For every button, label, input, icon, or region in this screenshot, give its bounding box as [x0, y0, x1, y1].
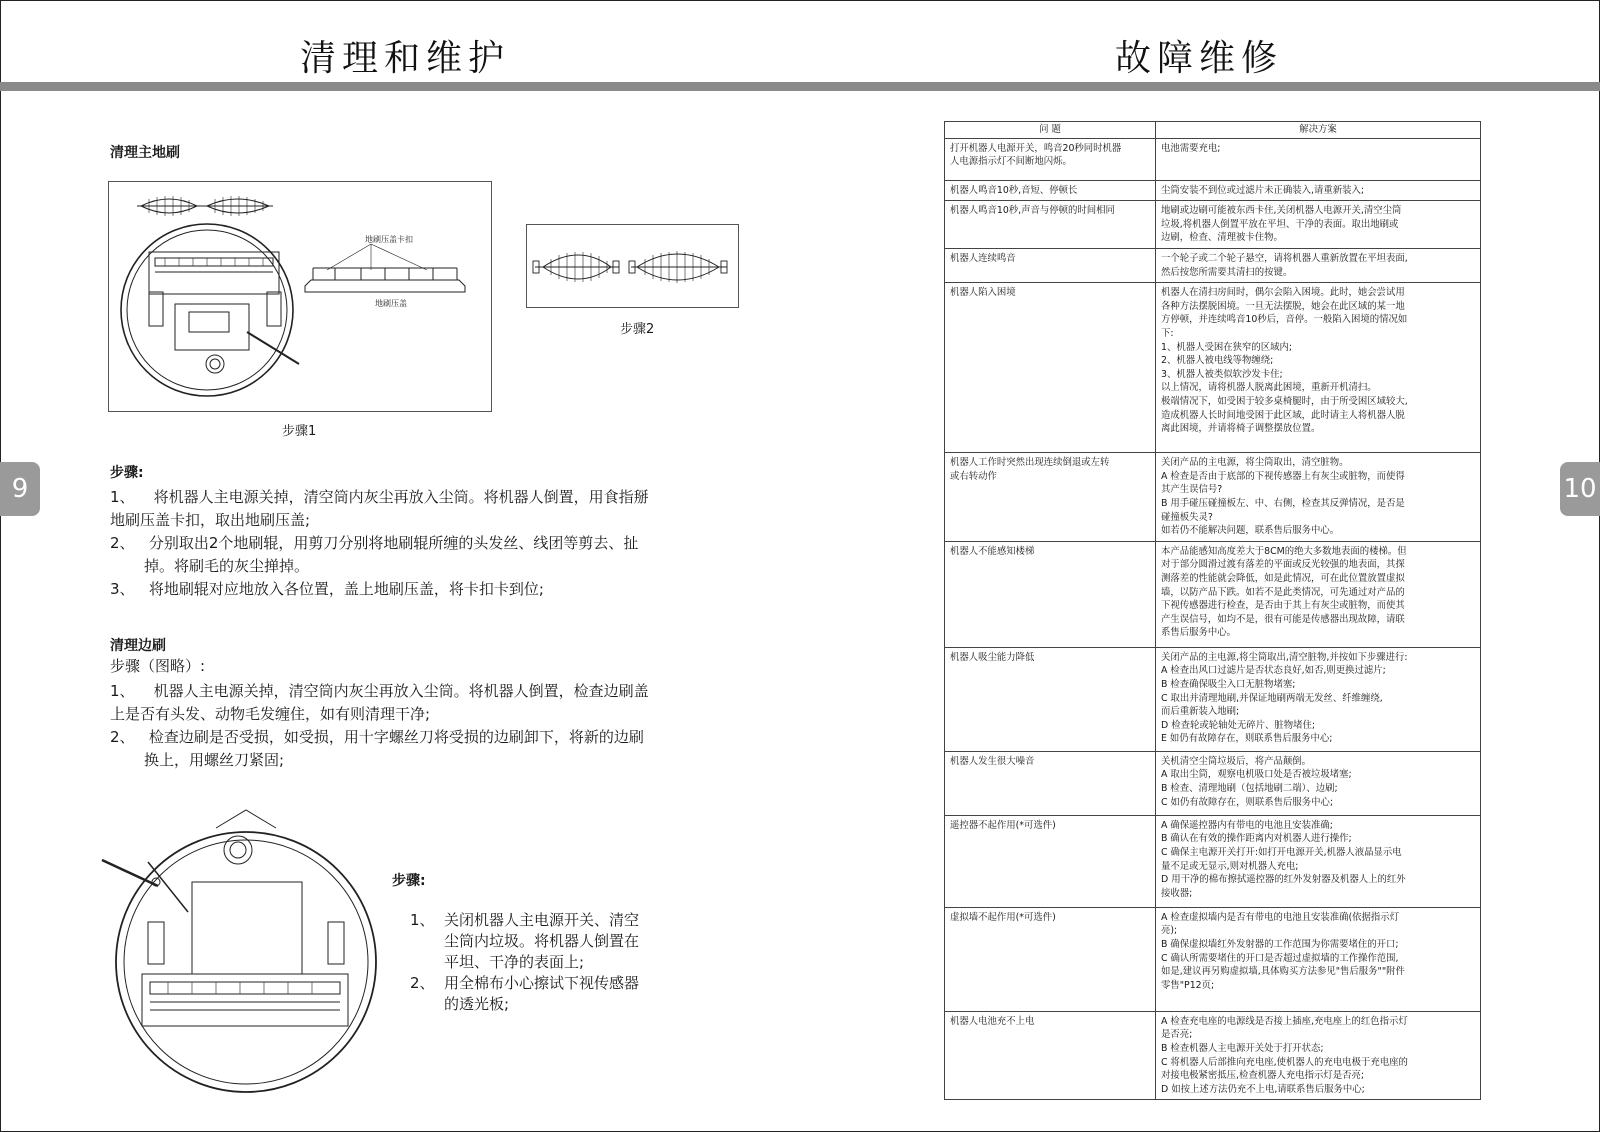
- section-heading-side-brush: 清理边刷: [110, 638, 166, 654]
- step2-diagram: [526, 224, 739, 308]
- step-item: 2、 检查边刷是否受损，如受损，用十字螺丝刀将受损的边刷卸下，将新的边刷 换上，用螺丝刀紧固;: [110, 728, 644, 769]
- solution-cell: 地刷或边刷可能被东西卡住,关闭机器人电源开关,清空尘筒 垃圾,将机器人倒置平放在平坦、干净的表面。取出地刷或 边刷，检查、清理被卡住物。: [1156, 201, 1481, 249]
- step-item: 1、 关闭机器人主电源开关、清空 尘筒内垃圾。将机器人倒置在 平坦、干净的表面上;: [410, 911, 640, 971]
- step-item: 1、 机器人主电源关掉，清空筒内灰尘再放入尘筒。将机器人倒置，检查边刷盖 上是否有头发、动物毛发缠住，如有则清理干净;: [110, 682, 649, 723]
- sensor-steps: [410, 910, 700, 1015]
- table-row: [945, 541, 1481, 647]
- right-page-title: 故障维修: [1115, 38, 1284, 79]
- problem-cell: 机器人电池充不上电: [945, 1011, 1156, 1100]
- header-band: [0, 82, 1600, 91]
- table-row: [945, 453, 1481, 542]
- section-heading-main-brush: 清理主地刷: [110, 145, 180, 161]
- problem-cell: 机器人鸣音10秒,声音与停顿的时间相同: [945, 201, 1156, 249]
- problem-cell: 机器人陷入困境: [945, 283, 1156, 453]
- troubleshooting-table: [944, 121, 1481, 1100]
- step-item: 2、 用全棉布小心擦试下视传感器 的透光板;: [410, 974, 640, 1013]
- caption-step1: 步骤1: [282, 424, 317, 439]
- step-item: 3、 将地刷辊对应地放入各位置，盖上地刷压盖，将卡扣卡到位;: [110, 580, 544, 598]
- problem-cell: 机器人吸尘能力降低: [945, 647, 1156, 751]
- column-header-problem: 问 题: [945, 122, 1156, 139]
- side-brush-subheading: 步骤（图略）:: [110, 657, 206, 675]
- side-brush-steps: [110, 680, 742, 772]
- problem-cell: 虚拟墙不起作用(*可选件): [945, 907, 1156, 1011]
- table-row: [945, 248, 1481, 282]
- solution-cell: 机器人在清扫房间时，偶尔会陷入困境。此时，她会尝试用 各种方法摆脱困境。一旦无法摆脱，她会在此区域的某一地 方停顿，并连续鸣音10秒后，音停。一般陷入困境的情况如 下: 1、机器人受困在狭窄的区域内; 2、机器人被电线等物缠绕; 3、机器人被类似软沙发卡住; 以上情况，请将机器人脱离此困境，重新开机清扫。 极端情况下，如受困于较多桌椅腿时，由于所受困区域较大, 造成机器人长时间地受困于此区域，此时请主人将机器人脱 离此困境，并请将椅子调整摆放位置。: [1156, 283, 1481, 453]
- table-row: [945, 751, 1481, 815]
- step1-diagram: [108, 181, 492, 412]
- brush-cover-label: 地刷压盖: [375, 299, 407, 308]
- solution-cell: A 确保遥控器内有带电的电池且安装准确; B 确认在有效的操作距离内对机器人进行操作; C 确保主电源开关打开:如打开电源开关,机器人液晶显示电 量不足或无显示,则对机器人充电; D 用干净的棉布擦拭遥控器的红外发射器及机器人上的红外 接收器;: [1156, 815, 1481, 907]
- solution-cell: 一个轮子或二个轮子悬空，请将机器人重新放置在平坦表面, 然后按您所需要其清扫的按键。: [1156, 248, 1481, 282]
- table-header-row: [945, 122, 1481, 139]
- steps-heading-main-brush: 步骤:: [110, 465, 144, 481]
- main-brush-steps: [110, 486, 742, 601]
- solution-cell: 关闭产品的主电源,将尘筒取出,清空脏物,并按如下步骤进行: A 检查出风口过滤片是否状态良好,如否,则更换过滤片; B 检查确保吸尘入口无脏物堵塞; C 取出并清理地刷,并保证地刷两端无发丝、纤维缠绕, 而后重新装入地刷; D 检查轮或轮轴处无碎片、脏物堵住; E 如仍有故障存在，则联系售后服务中心;: [1156, 647, 1481, 751]
- solution-cell: 本产品能感知高度差大于8CM的绝大多数地表面的楼梯。但 对于部分圆滑过渡有落差的平面或反光较强的地表面，其探 测落差的性能就会降低，如是此情况，可在此位置放置虚拟 墙，以防产品下跌。如若不是此类情况，可先通过对产品的 下视传感器进行检查，是否由于其上有灰尘或脏物，而使其 产生误信号，如均不是，很有可能是传感器出现故障，请联 系售后服务中心。: [1156, 541, 1481, 647]
- page-number-right: 10: [1560, 462, 1600, 516]
- problem-cell: 机器人发生很大噪音: [945, 751, 1156, 815]
- robot-underside-sensor-illustration: [98, 802, 378, 1102]
- table-row: [945, 907, 1481, 1011]
- solution-cell: 尘筒安装不到位或过滤片未正确装入,请重新装入;: [1156, 180, 1481, 201]
- solution-cell: 关机清空尘筒垃圾后，将产品颠倒。 A 取出尘筒，观察电机吸口处是否被垃圾堵塞; B 检查、清理地刷（包括地刷二端）、边刷; C 如仍有故障存在，则联系售后服务中心;: [1156, 751, 1481, 815]
- table-row: [945, 647, 1481, 751]
- step-item: 2、 分别取出2个地刷辊，用剪刀分别将地刷辊所缠的头发丝、线团等剪去、扯 掉。将刷毛的灰尘掸掉。: [110, 534, 639, 575]
- table-row: [945, 815, 1481, 907]
- table-row: [945, 138, 1481, 180]
- steps-heading-sensor: 步骤:: [392, 873, 426, 889]
- problem-cell: 机器人连续鸣音: [945, 248, 1156, 282]
- problem-cell: 遥控器不起作用(*可选件): [945, 815, 1156, 907]
- solution-cell: A 检查充电座的电源线是否接上插座,充电座上的红色指示灯 是否亮; B 检查机器人主电源开关处于打开状态; C 将机器人后部推向充电座,使机器人的充电电极于充电座的 对接电极紧密抵压,检查机器人充电指示灯是否亮; D 如按上述方法仍充不上电,请联系售后服务中心;: [1156, 1011, 1481, 1100]
- problem-cell: 机器人鸣音10秒,音短、停顿长: [945, 180, 1156, 201]
- problem-cell: 打开机器人电源开关，鸣音20秒同时机器 人电源指示灯不间断地闪烁。: [945, 138, 1156, 180]
- page-number-left: 9: [0, 462, 40, 516]
- brush-rollers-illustration: [527, 225, 738, 307]
- brush-cover-latch-label: 地刷压盖卡扣: [365, 235, 413, 244]
- problem-cell: 机器人不能感知楼梯: [945, 541, 1156, 647]
- table-row: [945, 180, 1481, 201]
- table-row: [945, 283, 1481, 453]
- robot-bottom-view-icon: [98, 802, 378, 1102]
- problem-cell: 机器人工作时突然出现连续倒退或左转 或右转动作: [945, 453, 1156, 542]
- caption-step2: 步骤2: [620, 322, 655, 337]
- solution-cell: A 检查虚拟墙内是否有带电的电池且安装准确(依据指示灯 亮); B 确保虚拟墙红外发射器的工作范围为你需要堵住的开口; C 确认所需要堵住的开口是否超过虚拟墙的工作操作范围, 如是,建议再另购虚拟墙,具体购买方法参见"售后服务""附件 零售"P12页;: [1156, 907, 1481, 1011]
- step-item: 1、 将机器人主电源关掉，清空筒内灰尘再放入尘筒。将机器人倒置，用食指掰 地刷压盖卡扣，取出地刷压盖;: [110, 488, 649, 529]
- column-header-solution: 解决方案: [1156, 122, 1481, 139]
- robot-underside-main-brush-illustration: [109, 182, 491, 411]
- table-row: [945, 1011, 1481, 1100]
- solution-cell: 电池需要充电;: [1156, 138, 1481, 180]
- table-row: [945, 201, 1481, 249]
- solution-cell: 关闭产品的主电源，将尘筒取出，清空脏物。 A 检查是否由于底部的下视传感器上有灰尘或脏物，而使得 其产生误信号? B 用手碰压碰撞板左、中、右侧，检查其反弹情况，是否是 碰撞板失灵? 如若仍不能解决问题，联系售后服务中心。: [1156, 453, 1481, 542]
- left-page-title: 清理和维护: [300, 38, 511, 79]
